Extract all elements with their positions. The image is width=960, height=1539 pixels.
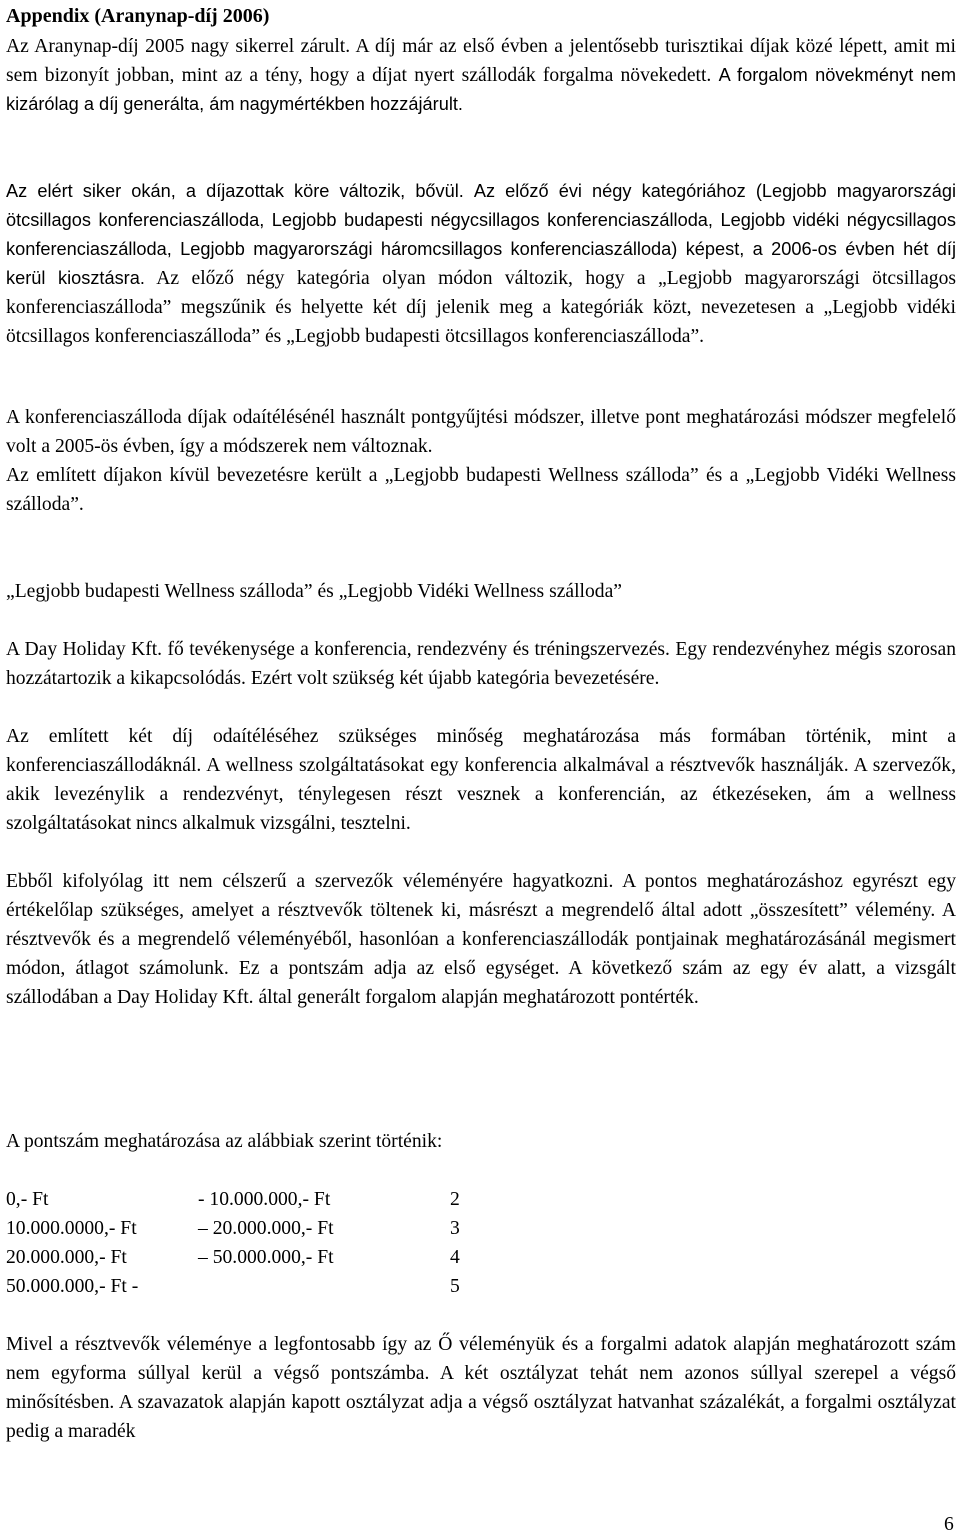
evaluation-paragraph bbox=[6, 867, 956, 1012]
weighting-paragraph bbox=[6, 1330, 956, 1446]
score-range-from: 0,- Ft bbox=[6, 1189, 49, 1210]
quality-text: Az említett két díj odaítéléséhez szükséges minőség meghatározása más formában történik, mint a konferenciaszállodáknál. A wellness szolgáltatásokat egy konferencia alkalmával a résztvevők használják. A szervezők, akik levezénylik a rendezvényt, ténylegesen részt vesznek a konferencián, az étkezéseken, ám a wellness szolgáltatásokat nincs alkalmuk vizsgálni, tesztelni. bbox=[6, 726, 956, 834]
score-points: 4 bbox=[450, 1247, 460, 1268]
score-points: 5 bbox=[450, 1276, 460, 1297]
wellness-intro-paragraph bbox=[6, 461, 956, 519]
intro-sentence-1: Az Aranynap-díj 2005 nagy sikerrel zárult. A díj már az első évben a jelentősebb turisztikai díjak közé lépett, amit mi sem bizonyít jobban, mint az a tény, hogy a díjat nyert szállodák forgalma növekedett. bbox=[6, 36, 956, 86]
wellness-subheading: „Legjobb budapesti Wellness szálloda” és „Legjobb Vidéki Wellness szálloda” bbox=[6, 581, 622, 602]
categories-sentence-3: Az előző négy kategória olyan módon változik, hogy a „Legjobb magyarországi ötcsillagos konferenciaszálloda” megszűnik és helyette két díj jelenik meg a kategóriák közt, nevezetesen a „Legjobb vidéki ötcsillagos konferenciaszálloda” és „Legjobb budapesti ötcsillagos konferenciaszálloda”. bbox=[6, 268, 956, 347]
score-points: 2 bbox=[450, 1189, 460, 1210]
evaluation-text: Ebből kifolyólag itt nem célszerű a szervezők véleményére hagyatkozni. A pontos meghatározáshoz egyrészt egy értékelőlap szükséges, amelyet a résztvevők töltenek ki, másrészt a megrendelő által adott „összesített” vélemény. A résztvevők és a megrendelő véleményéből, hasonlóan a konferenciaszállodák pontjainak meghatározásánál megismert módon, átlagot számolunk. Ez a pontszám adja az első egységet. A következő szám az egy év alatt, a vizsgált szállodában a Day Holiday Kft. által generált forgalom alapján meghatározott pontérték. bbox=[6, 871, 956, 1008]
weighting-text: Mivel a résztvevők véleménye a legfontosabb így az Ő véleményük és a forgalmi adatok alapján meghatározott szám nem egyforma súllyal kerül a végső pontszámba. A két osztályzat tehát nem azonos súllyal szerepel a végső minősítésben. A szavazatok alapján kapott osztályzat adja a végső osztályzat hatvanhat százalékát, a forgalmi osztályzat pedig a maradék bbox=[6, 1334, 956, 1442]
wellness-intro-text: Az említett díjakon kívül bevezetésre került a „Legjobb budapesti Wellness szálloda” és a „Legjobb Vidéki Wellness szálloda”. bbox=[6, 465, 956, 515]
score-range-to: – 20.000.000,- Ft bbox=[198, 1218, 334, 1239]
method-paragraph bbox=[6, 403, 956, 461]
categories-sentence-1: Az elért siker okán, a díjazottak köre változik, bővül. bbox=[6, 181, 464, 201]
method-text: A konferenciaszálloda díjak odaítélésénél használt pontgyűjtési módszer, illetve pont meghatározási módszer megfelelő volt a 2005-ös évben, így a módszerek nem változnak. bbox=[6, 407, 956, 457]
score-points: 3 bbox=[450, 1218, 460, 1239]
score-range-from: 20.000.000,- Ft bbox=[6, 1247, 127, 1268]
intro-sentence-2: A forgalom növekményt nem kizárólag a díj generálta, ám nagymértékben hozzájárult. bbox=[6, 65, 956, 114]
day-holiday-text: A Day Holiday Kft. fő tevékenysége a konferencia, rendezvény és tréningszervezés. Egy rendezvényhez mégis szorosan hozzátartozik a kikapcsolódás. Ezért volt szükség két újabb kategória bevezetésére. bbox=[6, 639, 956, 689]
score-range-from: 10.000.0000,- Ft bbox=[6, 1218, 137, 1239]
score-range-to: - 10.000.000,- Ft bbox=[198, 1189, 331, 1210]
score-range-to: – 50.000.000,- Ft bbox=[198, 1247, 334, 1268]
categories-paragraph bbox=[6, 177, 956, 351]
score-intro: A pontszám meghatározása az alábbiak szerint történik: bbox=[6, 1131, 443, 1152]
categories-sentence-2: Az előző évi négy kategóriához (Legjobb magyarországi ötcsillagos konferenciaszálloda, Legjobb budapesti négycsillagos konferenciaszálloda, Legjobb vidéki négycsillagos konferenciaszálloda, Legjobb magyarországi háromcsillagos konferenciaszálloda) képest, a 2006-os évben hét díj kerül kiosztásra. bbox=[6, 181, 956, 288]
page-number: 6 bbox=[944, 1514, 954, 1535]
score-range-from: 50.000.000,- Ft - bbox=[6, 1276, 139, 1297]
intro-paragraph bbox=[6, 32, 956, 119]
day-holiday-paragraph bbox=[6, 635, 956, 693]
appendix-title: Appendix (Aranynap-díj 2006) bbox=[6, 5, 270, 27]
quality-paragraph bbox=[6, 722, 956, 838]
